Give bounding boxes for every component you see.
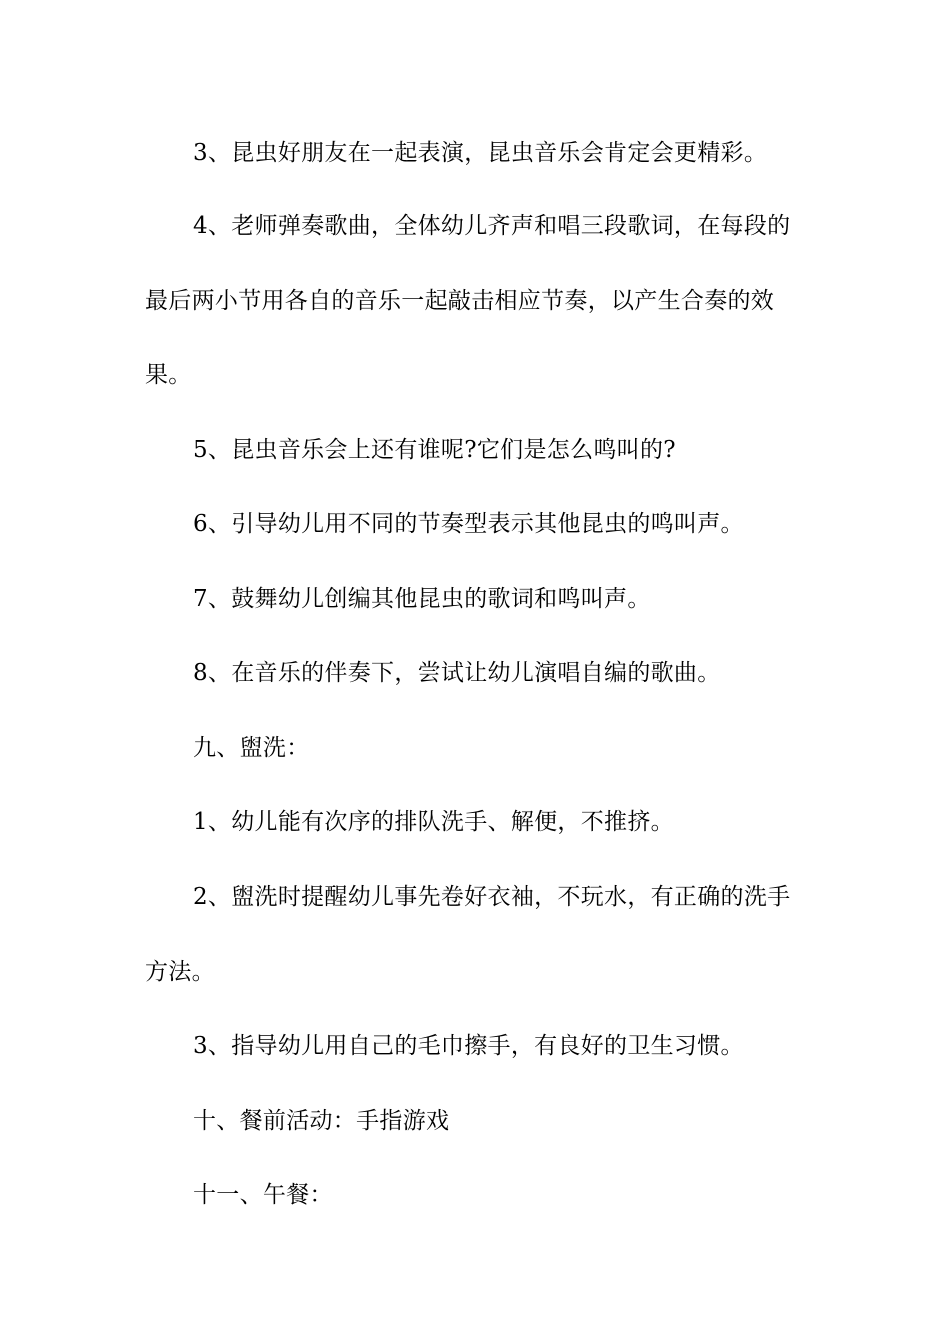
section-heading: 十、餐前活动：手指游戏 xyxy=(193,1108,450,1134)
paragraph-line: 7、鼓舞幼儿创编其他昆虫的歌词和鸣叫声。 xyxy=(193,586,651,612)
paragraph-line: 1、幼儿能有次序的排队洗手、解便，不推挤。 xyxy=(193,809,674,835)
paragraph-line: 6、引导幼儿用不同的节奏型表示其他昆虫的鸣叫声。 xyxy=(193,511,744,537)
paragraph-line: 2、盥洗时提醒幼儿事先卷好衣袖，不玩水，有正确的洗手 xyxy=(193,884,791,910)
paragraph-line: 3、指导幼儿用自己的毛巾擦手，有良好的卫生习惯。 xyxy=(193,1033,744,1059)
paragraph-line: 3、昆虫好朋友在一起表演，昆虫音乐会肯定会更精彩。 xyxy=(193,140,768,166)
section-heading: 十一、午餐： xyxy=(193,1182,333,1208)
paragraph-line: 8、在音乐的伴奏下，尝试让幼儿演唱自编的歌曲。 xyxy=(193,660,721,686)
section-heading: 九、盥洗： xyxy=(193,735,310,761)
paragraph-line: 方法。 xyxy=(145,959,215,985)
paragraph-line: 最后两小节用各自的音乐一起敲击相应节奏，以产生合奏的效 xyxy=(145,288,775,314)
paragraph-line: 4、老师弹奏歌曲，全体幼儿齐声和唱三段歌词，在每段的 xyxy=(193,213,791,239)
paragraph-line: 5、昆虫音乐会上还有谁呢?它们是怎么鸣叫的? xyxy=(193,437,676,463)
paragraph-line: 果。 xyxy=(145,362,192,388)
